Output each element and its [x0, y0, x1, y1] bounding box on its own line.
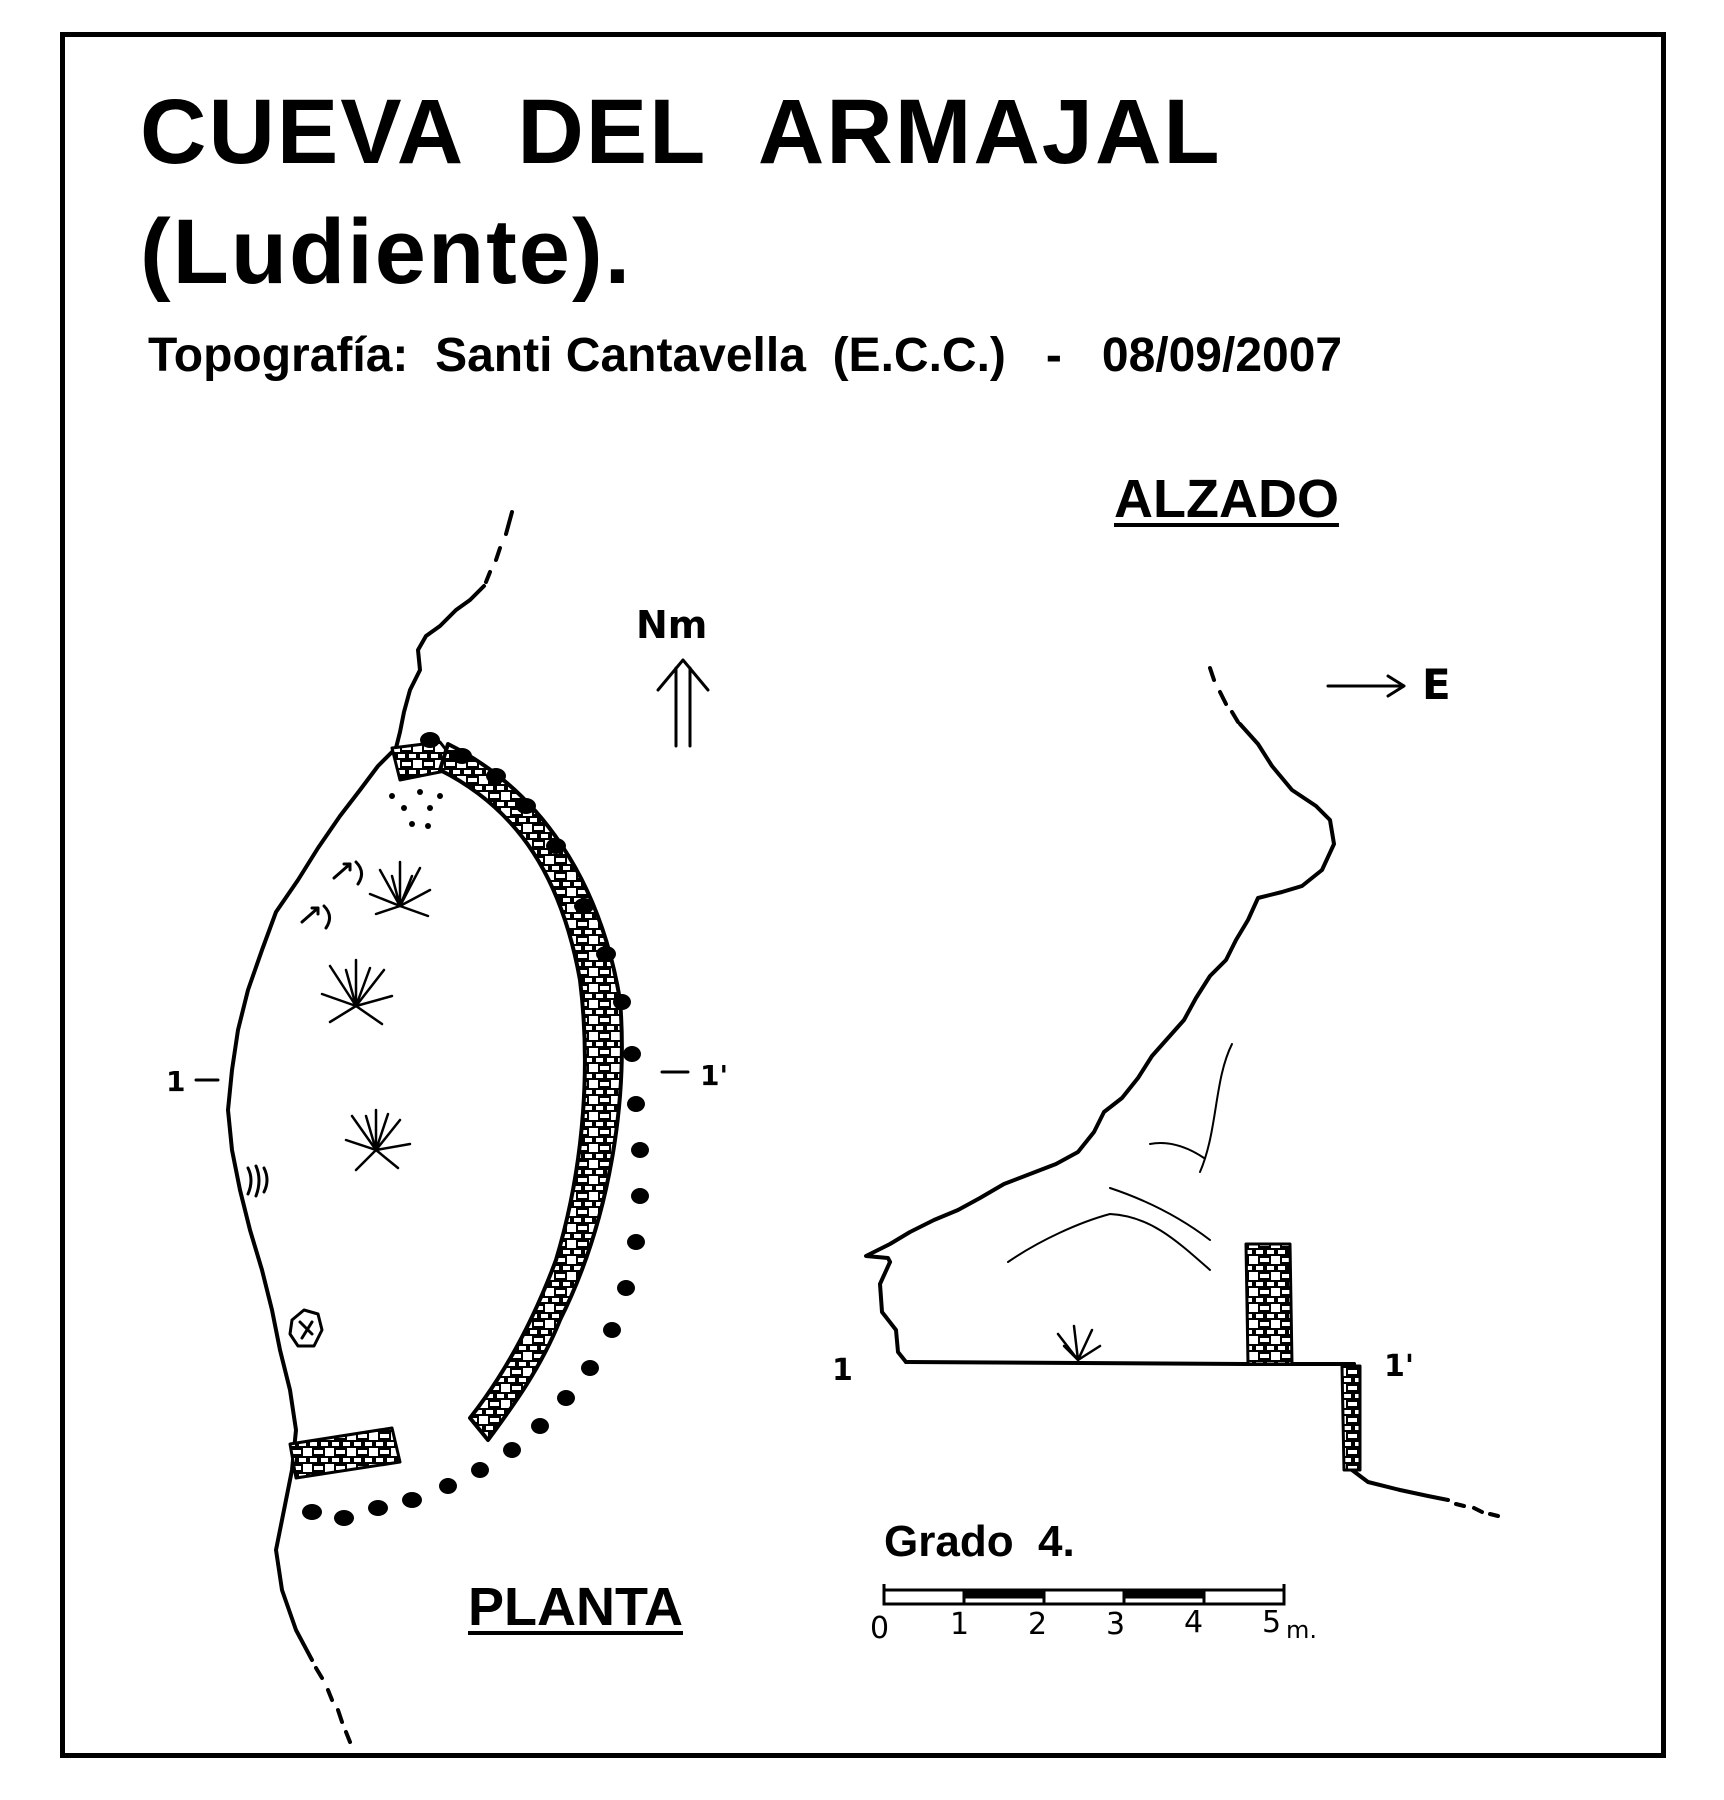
- vegetation-icon: [322, 862, 430, 1170]
- plan-view-label: PLANTA: [468, 1577, 683, 1637]
- scale-tick-1: 1: [950, 1607, 970, 1642]
- scale-unit: m.: [1286, 1616, 1318, 1644]
- map-title: CUEVA DEL ARMAJAL: [140, 81, 1222, 183]
- plan-upper-continuation: [486, 512, 512, 582]
- map-subtitle: (Ludiente).: [140, 201, 633, 303]
- plan-view: [196, 512, 708, 1742]
- elevation-upper-continuation: [1210, 668, 1238, 722]
- elevation-view-label: ALZADO: [1114, 469, 1339, 529]
- plan-upper-wall: [396, 586, 484, 748]
- elevation-west-wall: [880, 1262, 906, 1362]
- elevation-lower-continuation: [1456, 1504, 1498, 1516]
- scale-tick-5: 5: [1262, 1605, 1282, 1640]
- scale-bar: [884, 1584, 1284, 1604]
- elevation-vegetation-icon: [1058, 1326, 1100, 1360]
- elevation-stone-wall: [1246, 1244, 1292, 1364]
- scale-tick-0: 0: [870, 1611, 890, 1646]
- wall-marks-icon: [248, 1166, 267, 1196]
- plan-lower-continuation: [316, 1668, 350, 1742]
- plan-east-wall: [440, 744, 622, 1440]
- north-arrow-icon: [658, 660, 708, 746]
- plan-west-wall: [228, 748, 396, 1660]
- scale-tick-2: 2: [1028, 1607, 1048, 1642]
- difficulty-grade: Grado 4.: [884, 1517, 1075, 1566]
- elevation-view: [866, 668, 1498, 1516]
- plan-section-left-label: 1: [166, 1065, 186, 1098]
- elevation-ceiling-profile: [866, 724, 1334, 1262]
- elevation-section-left-label: 1: [832, 1353, 853, 1388]
- flow-arrow-icon: [302, 864, 350, 922]
- north-label: Nm: [636, 603, 708, 647]
- boulder-icon: [290, 1310, 322, 1346]
- scale-tick-4: 4: [1184, 1605, 1204, 1640]
- east-arrow-icon: [1328, 676, 1404, 696]
- elevation-strata-lines: [1008, 1044, 1232, 1270]
- elevation-drop-wall: [1350, 1364, 1448, 1500]
- elevation-drop-stones: [1342, 1366, 1360, 1470]
- plan-bottom-wall: [290, 1428, 400, 1478]
- scale-tick-3: 3: [1106, 1607, 1126, 1642]
- east-label: E: [1422, 660, 1451, 709]
- elevation-section-right-label: 1': [1384, 1349, 1415, 1384]
- plan-section-right-label: 1': [700, 1059, 729, 1092]
- survey-credit: Topografía: Santi Cantavella (E.C.C.) - 08/09/2007: [148, 329, 1343, 382]
- pebble-cluster-icon: [389, 789, 443, 829]
